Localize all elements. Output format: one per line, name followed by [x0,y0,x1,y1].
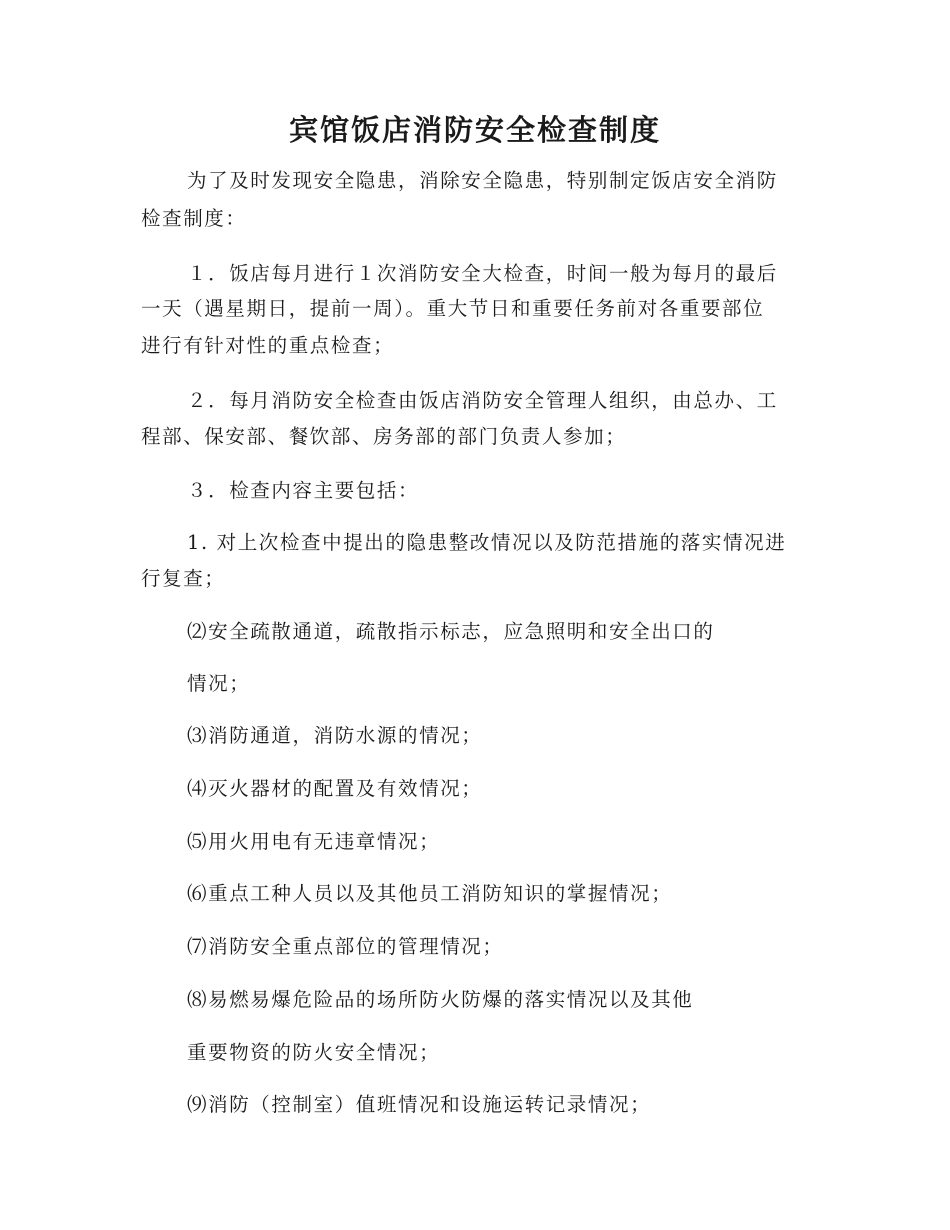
item1-line-2: 一天（遇星期日，提前一周）。重大节日和重要任务前对各重要部位 [141,297,765,320]
document-title: 宾馆饭店消防安全检查制度 [288,113,661,147]
sub2-line-1: ⑵安全疏散通道，疏散指示标志，应急照明和安全出口的 [187,620,715,643]
sub8-line-2: 重要物资的防火安全情况； [187,1041,441,1064]
sub9-line: ⑼消防（控制室）值班情况和设施运转记录情况； [187,1093,652,1116]
intro-line-2: 检查制度： [141,207,247,230]
sub5-line: ⑸用火用电有无违章情况； [187,830,441,853]
sub3-line: ⑶消防通道，消防水源的情况； [187,724,483,747]
sub4-line: ⑷灭火器材的配置及有效情况； [187,777,483,800]
sub6-line: ⑹重点工种人员以及其他员工消防知识的掌握情况； [187,882,673,905]
item2-line-2: 程部、保安部、餐饮部、房务部的部门负责人参加； [141,425,627,448]
item2-line-1: ２．每月消防安全检查由饭店消防安全管理人组织，由总办、工 [187,389,778,412]
sub8-line-1: ⑻易燃易爆危险品的场所防火防爆的落实情况以及其他 [187,988,694,1011]
sub2-line-2: 情况； [187,672,251,695]
sub1-line-1: 1. 对上次检查中提出的隐患整改情况以及防范措施的落实情况进 [187,531,787,554]
item1-line-1: １．饭店每月进行１次消防安全大检查，时间一般为每月的最后 [187,262,778,285]
sub7-line: ⑺消防安全重点部位的管理情况； [187,935,504,958]
item1-line-3: 进行有针对性的重点检查； [141,334,395,357]
intro-line-1: 为了及时发现安全隐患，消除安全隐患，特别制定饭店安全消防 [187,169,778,192]
item3-line-1: ３．检查内容主要包括： [187,479,420,502]
sub1-line-2: 行复查； [141,567,226,590]
